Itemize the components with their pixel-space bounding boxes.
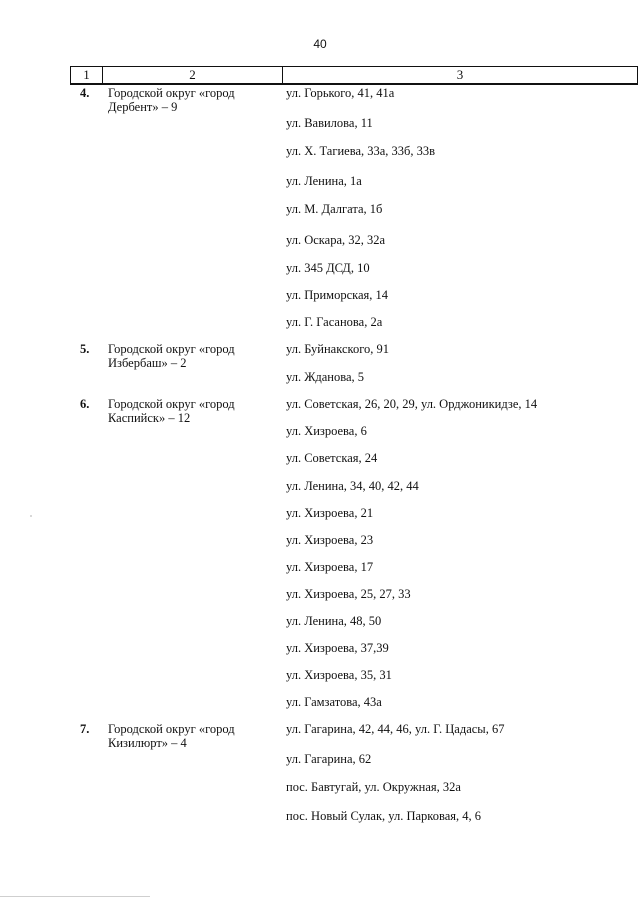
page-number: 40 xyxy=(313,37,327,51)
address: ул. Жданова, 5 xyxy=(286,370,365,384)
address: ул. Хизроева, 21 xyxy=(286,506,374,520)
address: ул. Советская, 24 xyxy=(286,451,378,465)
address: ул. Ленина, 48, 50 xyxy=(286,614,382,628)
address: ул. Гагарина, 42, 44, 46, ул. Г. Цадасы, 67 xyxy=(286,722,505,736)
address: ул. Буйнакского, 91 xyxy=(286,342,390,356)
address: ул. Вавилова, 11 xyxy=(286,116,373,130)
address: ул. Гагарина, 62 xyxy=(286,752,372,766)
address: ул. Г. Гасанова, 2а xyxy=(286,315,383,329)
address: ул. Оскара, 32, 32а xyxy=(286,233,386,247)
row-number: 7. xyxy=(80,722,90,736)
address: ул. Х. Тагиева, 33а, 33б, 33в xyxy=(286,144,436,158)
district-name: Городской округ «город Каспийск» – 12 xyxy=(108,397,235,425)
row-number: 6. xyxy=(80,397,90,411)
district-name: Городской округ «город Избербаш» – 2 xyxy=(108,342,235,370)
header-col-3: 3 xyxy=(456,67,464,82)
address: ул. Хизроева, 6 xyxy=(286,424,367,438)
address: ул. Хизроева, 25, 27, 33 xyxy=(286,587,411,601)
address: ул. Горького, 41, 41а xyxy=(286,86,395,100)
header-col-1: 1 xyxy=(71,67,103,83)
address: ул. Советская, 26, 20, 29, ул. Орджоникидзе, 14 xyxy=(286,397,538,411)
scan-artifact xyxy=(30,515,32,517)
address: ул. Хизроева, 35, 31 xyxy=(286,668,392,682)
address: ул. М. Далгата, 1б xyxy=(286,202,383,216)
address: пос. Бавтугай, ул. Окружная, 32а xyxy=(286,780,461,794)
district-name: Городской округ «город Кизилюрт» – 4 xyxy=(108,722,235,750)
header-col-2: 2 xyxy=(103,67,283,83)
scan-artifact xyxy=(0,896,150,897)
address: ул. Хизроева, 17 xyxy=(286,560,374,574)
district-name: Городской округ «город Дербент» – 9 xyxy=(108,86,235,114)
address: пос. Новый Сулак, ул. Парковая, 4, 6 xyxy=(286,809,482,823)
address: ул. Ленина, 1а xyxy=(286,174,362,188)
row-number: 4. xyxy=(80,86,90,100)
address: ул. Хизроева, 37,39 xyxy=(286,641,389,655)
address: ул. Приморская, 14 xyxy=(286,288,389,302)
table-header xyxy=(70,66,638,85)
address: ул. 345 ДСД, 10 xyxy=(286,261,370,275)
address: ул. Гамзатова, 43а xyxy=(286,695,382,709)
row-number: 5. xyxy=(80,342,90,356)
address: ул. Хизроева, 23 xyxy=(286,533,374,547)
address: ул. Ленина, 34, 40, 42, 44 xyxy=(286,479,419,493)
